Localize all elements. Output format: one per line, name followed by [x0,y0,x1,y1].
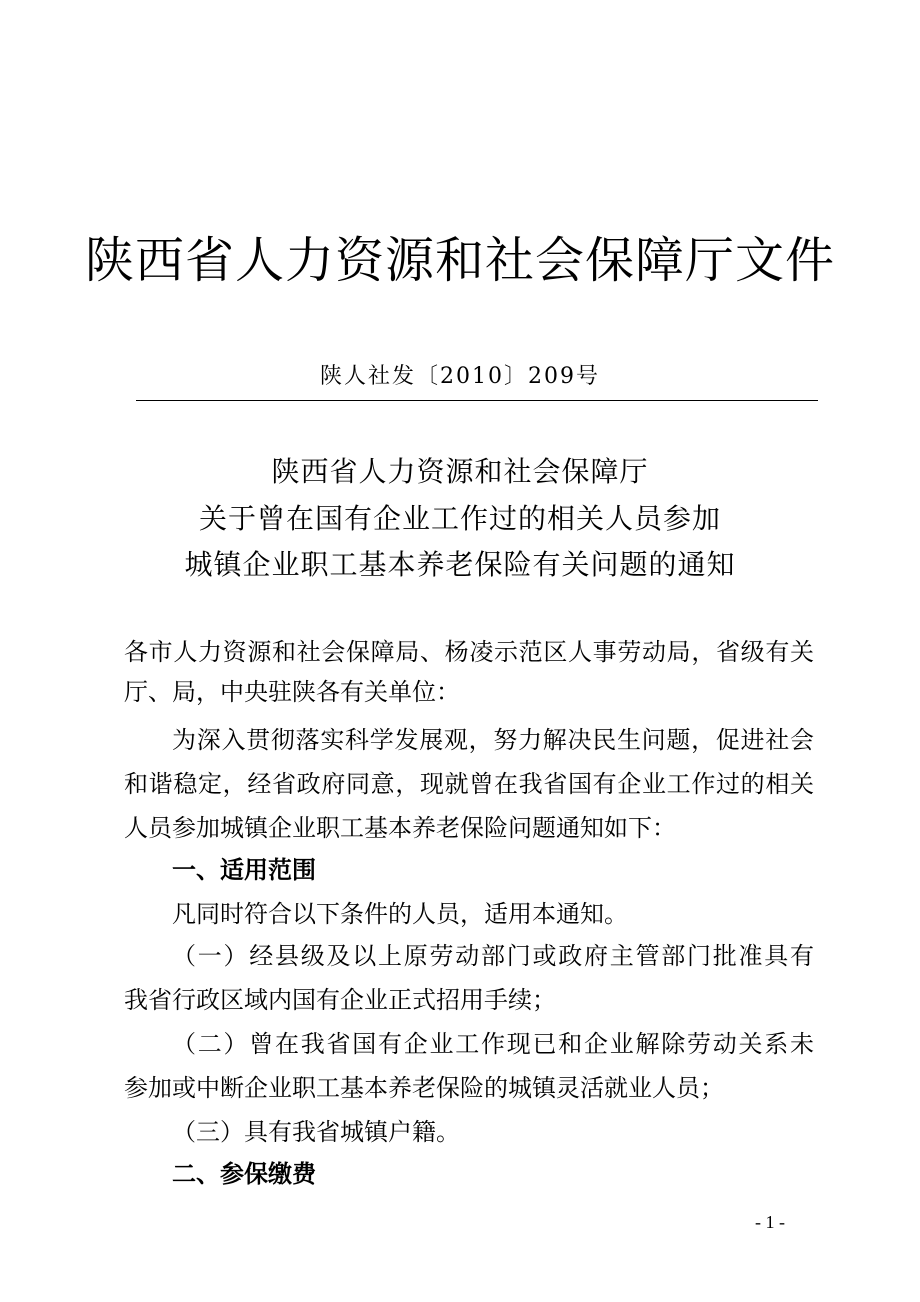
document-number: 陕人社发〔2010〕209号 [320,364,600,389]
item-2-line-2: 参加或中断企业职工基本养老保险的城镇灵活就业人员； [124,1074,724,1102]
addressee-line-1: 各市人力资源和社会保障局、杨凌示范区人事劳动局，省级有关 [124,638,814,666]
item-1-line-1: （一）经县级及以上原劳动部门或政府主管部门批准具有 [172,942,814,970]
item-3-line-1: （三）具有我省城镇户籍。 [172,1118,460,1146]
intro-line-3: 人员参加城镇企业职工基本养老保险问题通知如下： [124,814,676,842]
intro-line-2: 和谐稳定，经省政府同意，现就曾在我省国有企业工作过的相关 [124,770,814,798]
section-2-heading: 二、参保缴费 [172,1160,316,1188]
notice-title-line-1: 陕西省人力资源和社会保障厅 [271,455,649,488]
page-number: - 1 - [755,1212,785,1232]
notice-title-line-3: 城镇企业职工基本养老保险有关问题的通知 [184,548,736,581]
section-1-heading: 一、适用范围 [172,856,316,884]
intro-line-1: 为深入贯彻落实科学发展观，努力解决民生问题，促进社会 [172,726,814,754]
item-2-line-1: （二）曾在我省国有企业工作现已和企业解除劳动关系未 [172,1030,814,1058]
notice-title-line-2: 关于曾在国有企业工作过的相关人员参加 [198,502,721,535]
issuing-authority-title: 陕西省人力资源和社会保障厅文件 [84,232,835,289]
item-1-line-2: 我省行政区域内国有企业正式招用手续； [124,986,556,1014]
scope-line: 凡同时符合以下条件的人员，适用本通知。 [172,900,628,928]
addressee-line-2: 厅、局，中央驻陕各有关单位： [124,678,460,706]
header-divider [136,400,818,401]
